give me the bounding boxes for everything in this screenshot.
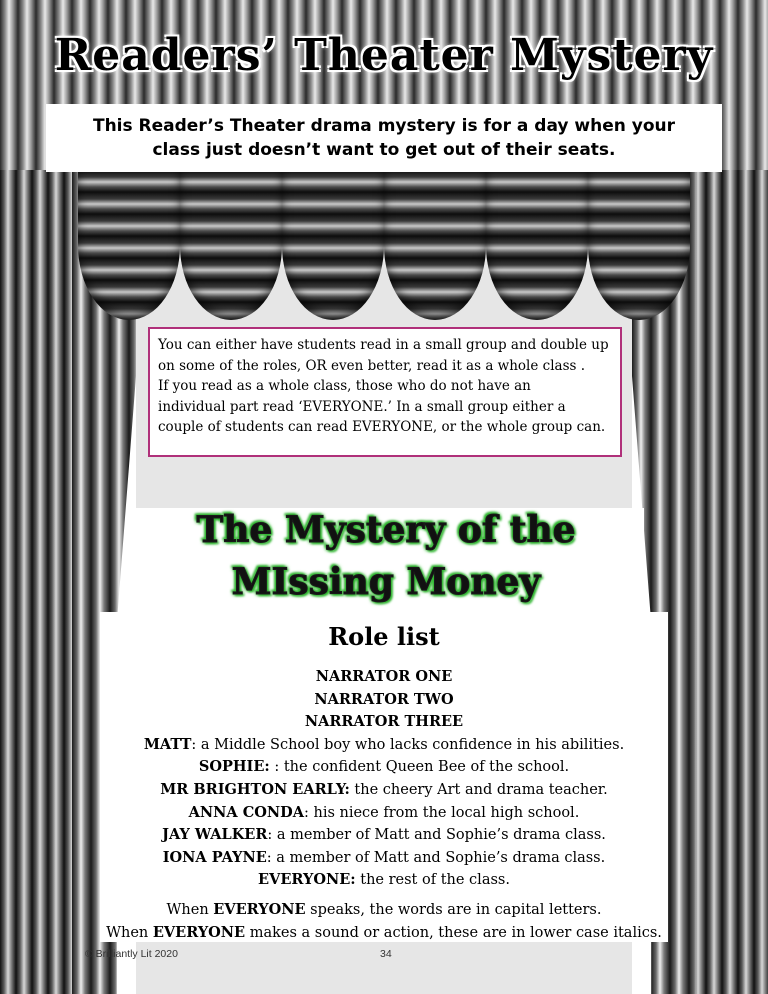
right-curtain — [690, 170, 768, 994]
role-item — [100, 756, 668, 779]
intro-banner-text — [93, 114, 675, 162]
role-item — [100, 711, 668, 734]
role-desc: : the confident Queen Bee of the school. — [269, 759, 570, 776]
role-item — [100, 824, 668, 847]
role-list — [100, 666, 668, 892]
left-curtain — [0, 170, 78, 994]
role-desc: the cheery Art and drama teacher. — [349, 781, 608, 798]
curtain-valance — [78, 170, 690, 320]
role-name: SOPHIE: — [198, 758, 270, 776]
banner-line-1: This Reader’s Theater drama mystery is for a day when your — [92, 116, 676, 136]
instructions-line: If you read as a whole class, those who do not have an — [158, 378, 531, 395]
intro-banner — [46, 104, 722, 172]
valance-swag — [486, 170, 588, 320]
role-name: NARRATOR THREE — [304, 713, 464, 731]
instructions-line: You can either have students read in a small group and double up — [158, 337, 609, 353]
role-name: IONA PAYNE — [162, 848, 267, 866]
role-item — [100, 666, 668, 689]
role-name: JAY WALKER — [162, 826, 268, 844]
role-item — [100, 734, 668, 757]
role-name: EVERYONE: — [258, 871, 356, 889]
role-item — [100, 847, 668, 870]
note-emphasis: EVERYONE — [213, 901, 306, 918]
role-desc: : a member of Matt and Sophie’s drama class. — [266, 849, 606, 866]
valance-swag — [588, 170, 690, 320]
instructions-line: individual part read ‘EVERYONE.’ In a small group either a — [158, 398, 566, 415]
valance-swag — [282, 170, 384, 320]
role-item — [100, 869, 668, 892]
instructions-line: on some of the roles, OR even better, read it as a whole class . — [158, 357, 586, 374]
note-emphasis: EVERYONE — [152, 923, 246, 941]
role-desc: : a Middle School boy who lacks confidence in his abilities. — [191, 736, 625, 753]
reading-note-line-1 — [100, 899, 668, 922]
page-number: 34 — [380, 948, 392, 960]
role-name: NARRATOR ONE — [315, 668, 453, 685]
role-desc: : a member of Matt and Sophie’s drama class. — [267, 827, 606, 844]
role-name: MATT — [143, 735, 192, 753]
note-text: speaks, the words are in capital letters. — [305, 902, 602, 918]
play-title — [128, 504, 644, 608]
role-item — [100, 779, 668, 802]
role-desc: the rest of the class. — [355, 872, 510, 889]
note-text: makes a sound or action, these are in lower case italics. — [245, 924, 662, 941]
instructions-line: couple of students can read EVERYONE, or the whole group can. — [158, 419, 606, 436]
copyright-notice: © Brilliantly Lit 2020 — [85, 948, 178, 960]
note-text: When — [106, 924, 153, 941]
page-title: Readers’ Theater Mystery — [54, 30, 714, 81]
role-list-heading: Role list — [328, 622, 440, 651]
role-name: MR BRIGHTON EARLY: — [160, 780, 350, 798]
instructions-box — [148, 327, 622, 457]
role-item — [100, 802, 668, 825]
valance-swag — [180, 170, 282, 320]
role-name: ANNA CONDA — [188, 803, 304, 821]
role-name: NARRATOR TWO — [314, 690, 454, 708]
role-desc: : his niece from the local high school. — [303, 804, 580, 821]
note-text: When — [166, 902, 214, 918]
play-title-line-1: The Mystery of the — [196, 509, 576, 551]
valance-swag — [384, 170, 486, 320]
reading-note-line-2 — [100, 922, 668, 945]
reading-note — [100, 899, 668, 944]
banner-line-2: class just doesn’t want to get out of their seats. — [152, 140, 616, 160]
role-item — [100, 689, 668, 712]
play-title-line-2: MIssing Money — [231, 561, 541, 603]
valance-swag — [78, 170, 180, 320]
